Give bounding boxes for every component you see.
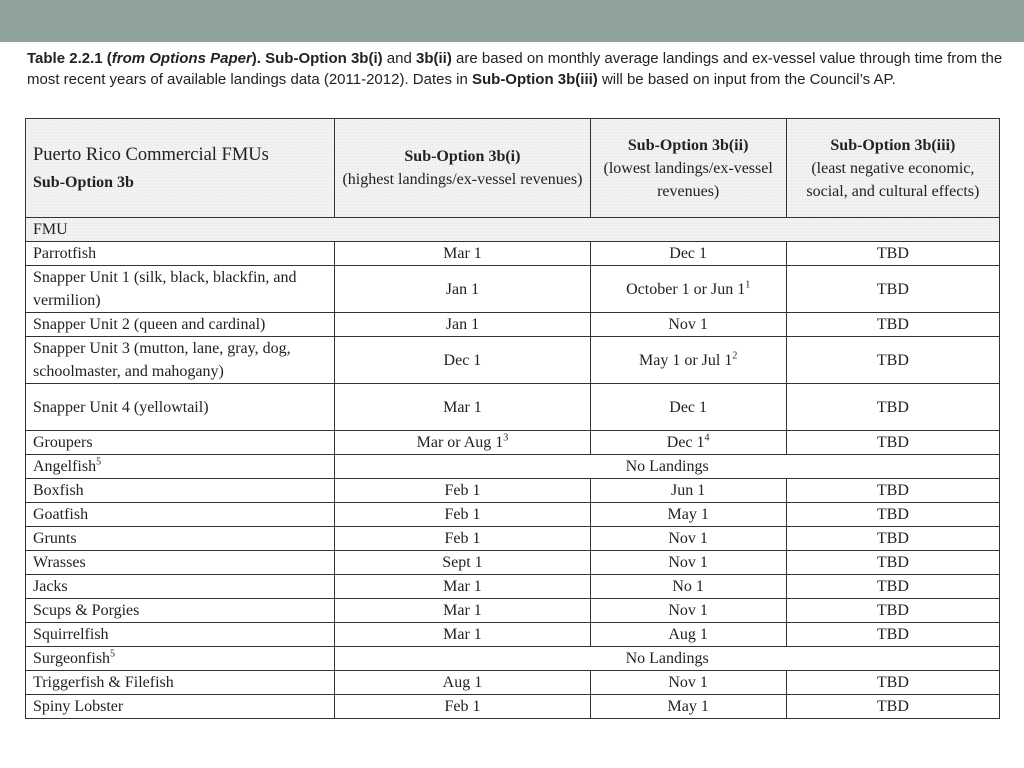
fmu-name: Boxfish (26, 479, 335, 503)
title-bar (0, 0, 1024, 42)
fmu-name: Snapper Unit 2 (queen and cardinal) (26, 313, 335, 337)
date-option-iii: TBD (786, 671, 999, 695)
table-row (26, 575, 1000, 599)
no-landings-cell: No Landings (335, 455, 1000, 479)
fmu-name: Wrasses (26, 551, 335, 575)
fmu-name: Snapper Unit 4 (yellowtail) (26, 384, 335, 431)
table-row (26, 599, 1000, 623)
date-option-ii (590, 337, 786, 384)
date-option-i: Sept 1 (335, 551, 590, 575)
date-option-i: Mar 1 (335, 623, 590, 647)
table-row (26, 313, 1000, 337)
fmu-name: Snapper Unit 1 (silk, black, blackfin, and vermilion) (26, 266, 335, 313)
header-col2-title: Sub-Option 3b(i) (404, 148, 521, 165)
date-option-iii: TBD (786, 695, 999, 719)
fmu-name: Jacks (26, 575, 335, 599)
header-col4-desc: (least negative economic, social, and cultural effects) (806, 159, 980, 200)
table-row (26, 623, 1000, 647)
date-option-ii: Jun 1 (590, 479, 786, 503)
fmu-name: Spiny Lobster (26, 695, 335, 719)
date-option-i: Mar 1 (335, 384, 590, 431)
table-row (26, 647, 1000, 671)
fmu-name (26, 455, 335, 479)
fmu-name: Squirrelfish (26, 623, 335, 647)
date-text: May 1 or Jul 1 (638, 351, 733, 369)
date-option-iii: TBD (786, 479, 999, 503)
date-option-iii: TBD (786, 431, 999, 455)
date-option-i: Mar 1 (335, 599, 590, 623)
header-fmu-column (26, 119, 335, 218)
header-option-iii (786, 119, 999, 218)
table-row (26, 479, 1000, 503)
date-option-ii (590, 266, 786, 313)
date-text: Mar or Aug 1 (416, 434, 504, 451)
date-option-ii: No 1 (590, 575, 786, 599)
table-header-row (26, 119, 1000, 218)
date-option-ii: Nov 1 (590, 313, 786, 337)
date-option-iii: TBD (786, 551, 999, 575)
date-option-iii: TBD (786, 575, 999, 599)
date-text: Dec 1 (666, 434, 705, 451)
table-row (26, 455, 1000, 479)
date-option-ii: Nov 1 (590, 551, 786, 575)
date-option-ii (590, 431, 786, 455)
date-option-iii: TBD (786, 384, 999, 431)
date-option-ii: May 1 (590, 503, 786, 527)
date-option-ii: May 1 (590, 695, 786, 719)
fmu-name: Goatfish (26, 503, 335, 527)
header-col4-title: Sub-Option 3b(iii) (830, 136, 956, 154)
date-option-i: Feb 1 (335, 503, 590, 527)
table-row (26, 384, 1000, 431)
no-landings-cell: No Landings (335, 647, 1000, 671)
date-option-iii: TBD (786, 527, 999, 551)
date-option-i: Mar 1 (335, 575, 590, 599)
fmu-name: Parrotfish (26, 242, 335, 266)
table-row (26, 695, 1000, 719)
date-option-ii: Dec 1 (590, 384, 786, 431)
date-option-i: Feb 1 (335, 695, 590, 719)
date-option-ii: Dec 1 (590, 242, 786, 266)
fmu-name-text: Surgeonfish (33, 650, 111, 667)
date-option-iii: TBD (786, 242, 999, 266)
date-option-ii: Aug 1 (590, 623, 786, 647)
header-col3-desc: (lowest landings/ex-vessel revenues) (603, 159, 773, 200)
date-option-i (335, 431, 590, 455)
table-row (26, 266, 1000, 313)
header-option-i (335, 119, 590, 218)
table-row (26, 337, 1000, 384)
date-option-ii: Nov 1 (590, 671, 786, 695)
fmu-name: Snapper Unit 3 (mutton, lane, gray, dog, schoolmaster, and mahogany) (26, 337, 335, 384)
footnote-ref: 4 (704, 432, 710, 444)
date-option-i: Feb 1 (335, 479, 590, 503)
header-col1-sub: Sub-Option 3b (33, 174, 134, 191)
footnote-ref: 2 (732, 350, 738, 362)
footnote-ref: 5 (110, 648, 116, 660)
table-caption: Table 2.2.1 (from Options Paper). Sub-Option 3b(i) and 3b(ii) are based on monthly average landings and ex-vessel value through time from the most recent years of available landings data (2011-2012). Dates in Sub-Option 3b(iii) will be based on input from the Council’s AP. (27, 50, 1003, 88)
date-option-i: Jan 1 (335, 313, 590, 337)
fmu-name: Grunts (26, 527, 335, 551)
footnote-ref: 5 (96, 456, 102, 468)
table-row (26, 551, 1000, 575)
fmu-table (25, 118, 1000, 719)
date-option-iii: TBD (786, 266, 999, 313)
table-row (26, 242, 1000, 266)
date-option-iii: TBD (786, 313, 999, 337)
date-option-i: Jan 1 (335, 266, 590, 313)
date-option-i: Dec 1 (335, 337, 590, 384)
table-row (26, 503, 1000, 527)
date-option-ii: Nov 1 (590, 599, 786, 623)
header-option-ii (590, 119, 786, 218)
table-row (26, 431, 1000, 455)
date-option-iii: TBD (786, 623, 999, 647)
table-row (26, 671, 1000, 695)
footnote-ref: 3 (503, 432, 509, 444)
section-label: FMU (26, 218, 1000, 242)
header-col1-title: Puerto Rico Commercial FMUs (33, 145, 269, 165)
date-text: October 1 or Jun 1 (626, 280, 746, 298)
date-option-iii: TBD (786, 599, 999, 623)
fmu-name: Groupers (26, 431, 335, 455)
date-option-iii: TBD (786, 503, 999, 527)
date-option-i: Mar 1 (335, 242, 590, 266)
section-row (26, 218, 1000, 242)
date-option-i: Feb 1 (335, 527, 590, 551)
fmu-name (26, 647, 335, 671)
header-col3-title: Sub-Option 3b(ii) (627, 136, 749, 154)
date-option-ii: Nov 1 (590, 527, 786, 551)
header-col2-desc: (highest landings/ex-vessel revenues) (342, 171, 583, 188)
fmu-name: Scups & Porgies (26, 599, 335, 623)
date-option-i: Aug 1 (335, 671, 590, 695)
table-row (26, 527, 1000, 551)
fmu-name: Triggerfish & Filefish (26, 671, 335, 695)
date-option-iii: TBD (786, 337, 999, 384)
fmu-name-text: Angelfish (33, 458, 97, 475)
footnote-ref: 1 (745, 279, 751, 291)
